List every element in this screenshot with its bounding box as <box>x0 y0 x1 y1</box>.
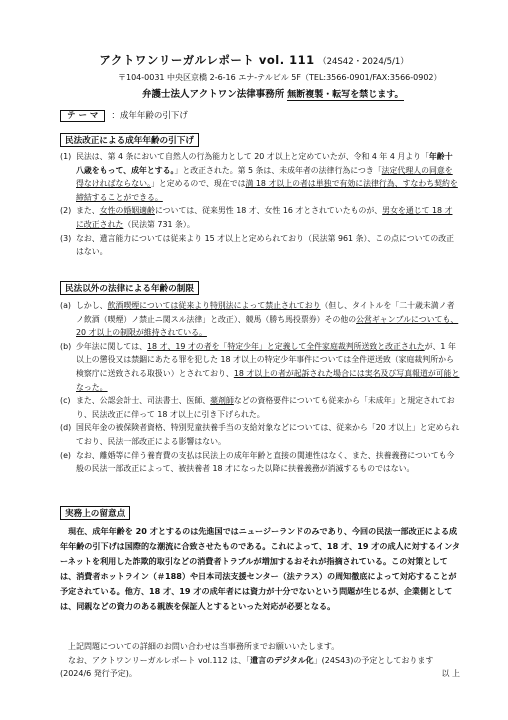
item-text-part: 法定代理人の同意を得なければならない。 <box>76 165 453 189</box>
item-text <box>76 394 460 421</box>
section-heading-3: 実務上の留意点 <box>60 506 130 520</box>
item-number: (a) <box>60 301 71 310</box>
list-item <box>60 299 460 340</box>
report-issue: （24S42・2024/5/1） <box>318 57 409 67</box>
item-text <box>76 449 460 476</box>
theme-text: ：成年年齢の引下げ <box>111 111 188 121</box>
item-text-part: 18 才、19 才の者を「特定少年」と定義して全件家庭裁判所送致と改正された <box>147 341 425 351</box>
item-text-part: （但し、タイトルを「二十歳未満ノ者ノ飲酒（喫煙）ノ禁止ニ関スル法律」と改正）、競馬（勝ち馬投票券）その他の <box>76 301 455 324</box>
item-text-part: が、1 年以上の懲役又は禁錮にあたる罪を犯した 18 才以上の特定少年事件については全件逆送致（家庭裁判所から検察庁に送致される取扱い）とされており、 <box>76 341 456 378</box>
item-number: (3) <box>60 233 72 243</box>
item-number: (e) <box>60 450 72 460</box>
section-heading-2: 民法以外の法律による年齢の制限 <box>60 281 199 295</box>
item-text <box>76 421 460 448</box>
section-2-body <box>60 299 460 476</box>
item-text-part: 」と改正された。第 5 条は、未成年者の法律行為につき「 <box>174 165 382 175</box>
section-3-paragraph: 現在、成年年齢を 20 才とするのは先進国ではニュージーランドのみであり、今回の民法一部改正による成年年齢の引下げは国際的な潮流に合致させたものである。これによって、18 才、19 才の成人に対するインターネットを利用した詐欺的取引などの消費者トラブルが増加するおそれが指摘されている。この対策としては、消費者ホットライン（＃188）や日本司法支援センター（法テラス）の周知徹底によって対応することが予定されている。他方、18 才、19 才の成年者には資力が十分でないという問題が生じるが、企業側としては、同親などの資力のある親族を保証人とするといった対応が必要となる。 <box>60 526 460 611</box>
section-heading-1: 民法改正による成年年齢の引下げ <box>60 133 199 147</box>
report-title-text: アクトワンリーガルレポート vol. 111 <box>99 53 315 67</box>
closing-line-2-post: 」(24S43)の予定としております(2024/6 発行予定)。 <box>60 655 434 679</box>
item-text-part: また、公認会計士、司法書士、医師、 <box>76 396 211 406</box>
item-text-part: などの資格要件についても従来から「未成年」と規定されており、民法改正に伴って 18 才以上に引き下げられた。 <box>76 396 455 419</box>
item-text-part: なお、離婚等に伴う養育費の支払は民法上の成年年齢と直接の関連性はなく、また、扶養義務についても今般の民法一部改正によって、被扶養者 18 才になった以降に扶養義務が消滅するものではない。 <box>76 450 455 474</box>
next-topic: 遺言のデジタル化 <box>250 655 314 665</box>
list-item <box>60 340 460 394</box>
item-text-part: 国民年金の被保険者資格、特別児童扶養手当の支給対象などについては、従来から「20 才以上」と定められており、民法一部改正による影響はない。 <box>76 423 460 446</box>
list-item <box>60 394 460 421</box>
item-text-part: なお、遺言能力については従来より 15 才以上と定められており（民法第 961 条）、この点についての改正はない。 <box>76 233 455 257</box>
item-text-part: 満 18 才以上の者は単独で有効に法律行為、すなわち契約を締結することができる。 <box>76 179 458 202</box>
item-text-part: 男女を通じて 18 才に改正された <box>76 206 453 229</box>
item-text-part: （民法第 731 条）。 <box>123 219 195 229</box>
item-text-part: 民法は、第 4 条において自然人の行為能力として 20 才以上と定めていたが、令和 4 年 4 月より「 <box>76 152 429 161</box>
list-item <box>60 150 460 204</box>
item-text-part: 飲酒喫煙については従来より特別法によって禁止されており <box>107 301 321 310</box>
theme-label: テ ー マ <box>60 110 105 122</box>
item-number: (b) <box>60 341 72 351</box>
firm-name: 弁護士法人アクトワン法律事務所 <box>142 89 285 100</box>
item-text-part: 年齢十八歳をもって、成年とする。 <box>76 152 453 175</box>
firm-address: 〒104-0031 中央区京橋 2-6-16 エナ-テルビル 5F（TEL:3566-0901/FAX:3566-0902） <box>118 73 442 82</box>
item-text <box>76 299 460 340</box>
item-number: (1) <box>60 152 72 161</box>
item-text-part: また、 <box>76 206 100 216</box>
item-number: (2) <box>60 206 72 216</box>
closing-line-2 <box>60 654 460 681</box>
item-text-part: 女性の婚姻適齢 <box>99 206 155 216</box>
item-text <box>76 232 460 259</box>
list-item <box>60 449 460 476</box>
item-text-part: 18 才以上の者が起訴された場合には実名及び写真報道が可能となった。 <box>76 368 460 392</box>
list-item <box>60 204 460 231</box>
item-number: (d) <box>60 423 72 433</box>
item-text <box>76 150 460 204</box>
item-text-part: しかし、 <box>76 301 108 310</box>
item-text-part: 」と定めるので、現在では <box>150 179 246 189</box>
item-text <box>76 204 460 231</box>
item-text-part: については、従来男性 18 才、女性 16 才とされていたものが、 <box>154 206 383 216</box>
theme-line <box>60 109 188 121</box>
report-title <box>0 52 508 68</box>
closing-line-1: 上記問題についての詳細のお問い合わせは当事務所までお願いいたします。 <box>68 642 340 651</box>
end-mark: 以 上 <box>441 669 460 679</box>
list-item <box>60 421 460 448</box>
item-text <box>76 340 460 394</box>
section-1-body <box>60 150 460 259</box>
firm-line <box>142 86 404 100</box>
copy-notice: 無断複製・転写を禁じます。 <box>287 90 404 100</box>
item-text-part: 公営ギャンブルについても、20 才以上の制限が維持されている。 <box>76 314 459 338</box>
closing-line-2-pre: なお、アクトワンリーガルレポート vol.112 は、「 <box>68 655 251 665</box>
item-number: (c) <box>60 396 71 406</box>
list-item <box>60 232 460 259</box>
item-text-part: 少年法に関しては、 <box>76 341 148 351</box>
item-text-part: 薬剤師 <box>210 396 234 406</box>
closing-block <box>60 640 460 681</box>
